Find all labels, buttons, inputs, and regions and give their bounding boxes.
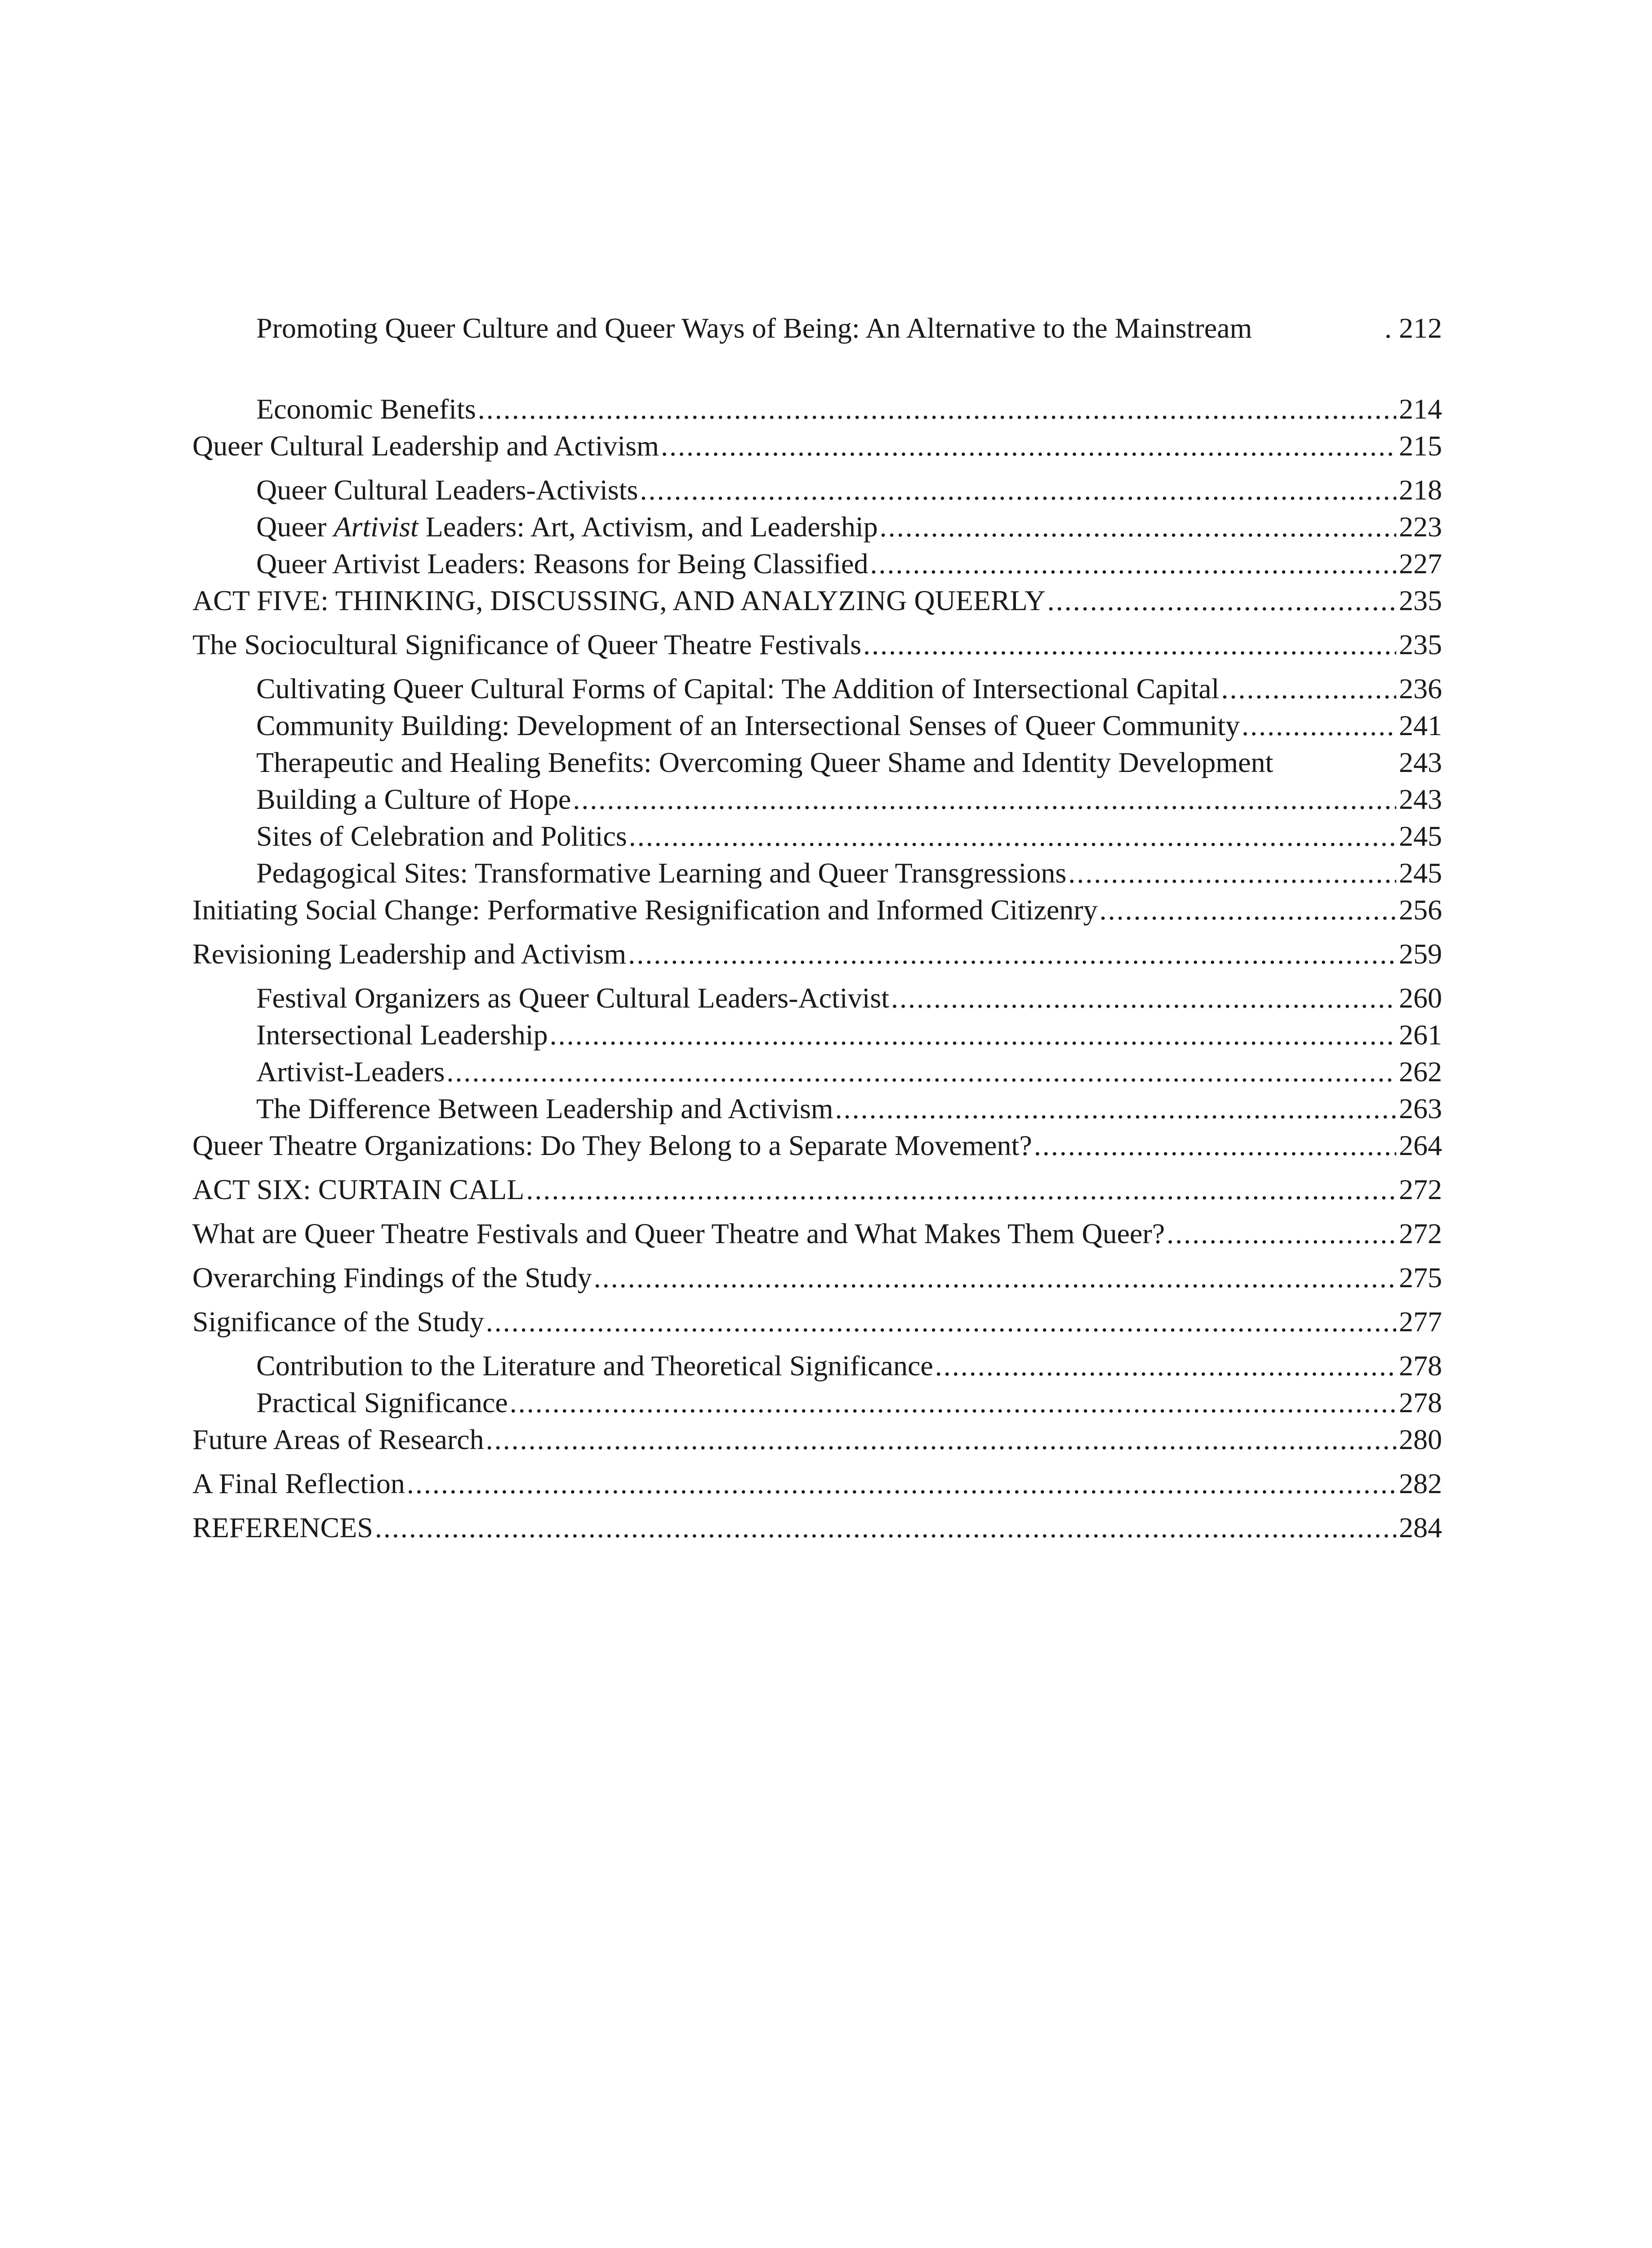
toc-entry xyxy=(256,391,1442,427)
toc-entry-page: 278 xyxy=(1399,1350,1442,1382)
toc-entry-title: A Final Reflection xyxy=(192,1467,405,1499)
toc-entry-page: 214 xyxy=(1399,393,1442,425)
toc-entry-title: The Difference Between Leadership and Activism xyxy=(256,1093,833,1124)
toc-entry-title: Initiating Social Change: Performative Resignification and Informed Citizenry xyxy=(192,894,1098,926)
toc-entry-page: 275 xyxy=(1399,1262,1442,1293)
toc-entry xyxy=(256,1017,1442,1053)
toc-entry-page: 264 xyxy=(1399,1129,1442,1161)
toc-entry-leader xyxy=(446,1054,1396,1090)
toc-entry-leader xyxy=(510,1385,1396,1421)
toc-entry-title: ACT SIX: CURTAIN CALL xyxy=(192,1173,525,1205)
toc-entry xyxy=(192,936,1442,972)
toc-entry xyxy=(192,428,1442,464)
toc-entry-page: 241 xyxy=(1399,709,1442,741)
toc-entry-leader xyxy=(1068,855,1396,891)
toc-entry xyxy=(256,310,1442,346)
toc-entry-title: Significance of the Study xyxy=(192,1306,484,1338)
toc-entry-leader xyxy=(486,1422,1396,1458)
toc-entry-title: Contribution to the Literature and Theoretical Significance xyxy=(256,1350,933,1382)
toc-entry-page: 243 xyxy=(1399,746,1442,778)
toc-entry xyxy=(256,509,1442,545)
toc-entry xyxy=(192,583,1442,619)
toc-entry xyxy=(192,1216,1442,1252)
toc-entry-title: ACT FIVE: THINKING, DISCUSSING, AND ANALYZING QUEERLY xyxy=(192,584,1046,616)
toc-entry xyxy=(256,1091,1442,1127)
toc-entry-title: Queer Theatre Organizations: Do They Belong to a Separate Movement? xyxy=(192,1129,1032,1161)
toc-entry-leader xyxy=(935,1348,1396,1384)
toc-entry-leader xyxy=(1047,583,1396,619)
toc-entry-page: 260 xyxy=(1399,982,1442,1014)
toc-entry-title: What are Queer Theatre Festivals and Queer Theatre and What Makes Them Queer? xyxy=(192,1218,1165,1249)
toc-entry-leader xyxy=(1034,1128,1396,1164)
toc-entry xyxy=(192,627,1442,663)
toc-entry-leader xyxy=(407,1466,1396,1502)
toc-entry xyxy=(256,745,1442,781)
toc-entry-page: 223 xyxy=(1399,511,1442,543)
toc-entry-leader xyxy=(550,1017,1396,1053)
toc-entry-title: Promoting Queer Culture and Queer Ways of Being: An Alternative to the Mainstream xyxy=(256,312,1252,344)
toc-entry-page: 218 xyxy=(1399,474,1442,506)
toc-entry-title: Practical Significance xyxy=(256,1387,508,1418)
toc-entry-title: Community Building: Development of an Intersectional Senses of Queer Community xyxy=(256,709,1240,741)
toc-entry-leader xyxy=(835,1091,1396,1127)
toc-entry-title: Queer Artivist Leaders: Art, Activism, and Leadership xyxy=(256,511,878,543)
toc-entry-leader xyxy=(594,1260,1396,1296)
toc-entry-page: 256 xyxy=(1399,894,1442,926)
toc-entry-page: 245 xyxy=(1399,820,1442,852)
toc-entry-page: 280 xyxy=(1399,1423,1442,1455)
toc-entry-leader xyxy=(628,936,1396,972)
toc-entry-title: The Sociocultural Significance of Queer Theatre Festivals xyxy=(192,629,862,660)
toc-entry-title: Queer Cultural Leadership and Activism xyxy=(192,430,659,462)
toc-entry-page: 235 xyxy=(1399,629,1442,660)
toc-entry-title: Festival Organizers as Queer Cultural Leaders-Activist xyxy=(256,982,890,1014)
toc-entry-page: 278 xyxy=(1399,1387,1442,1418)
toc-entry-page: 243 xyxy=(1399,783,1442,815)
toc-entry-leader xyxy=(526,1172,1396,1208)
toc-entry xyxy=(256,671,1442,707)
toc-entry-page: 259 xyxy=(1399,938,1442,970)
toc-entry xyxy=(192,1466,1442,1502)
toc-entry xyxy=(256,1054,1442,1090)
toc-entry-title: Pedagogical Sites: Transformative Learning and Queer Transgressions xyxy=(256,857,1067,889)
toc-entry-page: 235 xyxy=(1399,584,1442,616)
toc-entry-leader xyxy=(880,509,1396,545)
toc-entry-title: Queer Cultural Leaders-Activists xyxy=(256,474,638,506)
toc-entry xyxy=(256,781,1442,817)
toc-entry xyxy=(192,1172,1442,1208)
toc-entry xyxy=(192,1510,1442,1546)
toc-entry-page: 272 xyxy=(1399,1173,1442,1205)
toc-entry xyxy=(192,1422,1442,1458)
toc-entry-title: Building a Culture of Hope xyxy=(256,783,571,815)
toc-entry-leader xyxy=(478,391,1396,427)
toc-entry-leader xyxy=(661,428,1396,464)
toc-entry-leader xyxy=(870,546,1396,582)
toc-entry xyxy=(256,855,1442,891)
toc-entry-title: Sites of Celebration and Politics xyxy=(256,820,627,852)
toc-entry-page: 245 xyxy=(1399,857,1442,889)
toc-entry-leader xyxy=(1167,1216,1396,1252)
toc-entry-leader xyxy=(375,1510,1396,1546)
toc-entry-leader xyxy=(863,627,1396,663)
toc-entry-title: Future Areas of Research xyxy=(192,1423,484,1455)
toc-entry-page: 282 xyxy=(1399,1467,1442,1499)
toc-entry-page: 263 xyxy=(1399,1093,1442,1124)
toc-entry xyxy=(256,1348,1442,1384)
toc-entry-leader xyxy=(486,1304,1396,1340)
toc-entry-leader xyxy=(1242,708,1396,744)
toc-entry-title: REFERENCES xyxy=(192,1512,373,1543)
toc-entry-page: 277 xyxy=(1399,1306,1442,1338)
toc-entry-leader xyxy=(891,980,1396,1016)
toc-entry-page: 215 xyxy=(1399,430,1442,462)
toc-entry-page: 261 xyxy=(1399,1019,1442,1051)
toc-entry-page: 284 xyxy=(1399,1512,1442,1543)
toc-entry xyxy=(192,892,1442,928)
toc-entry-title: Intersectional Leadership xyxy=(256,1019,548,1051)
toc-entry-leader xyxy=(1221,671,1396,707)
toc-entry-leader xyxy=(1100,892,1396,928)
toc-entry-page: 236 xyxy=(1399,673,1442,705)
toc-entry xyxy=(256,818,1442,854)
toc-entry-leader xyxy=(629,818,1396,854)
toc-entry xyxy=(192,1260,1442,1296)
toc-entry xyxy=(256,472,1442,508)
toc-entry xyxy=(256,980,1442,1016)
toc-entry-title: Economic Benefits xyxy=(256,393,476,425)
toc-entry xyxy=(256,1385,1442,1421)
toc-entry xyxy=(192,1128,1442,1164)
toc-entry-title: Revisioning Leadership and Activism xyxy=(192,938,627,970)
toc-entry-title: Therapeutic and Healing Benefits: Overcoming Queer Shame and Identity Development xyxy=(256,746,1274,778)
toc-entry-title: Queer Artivist Leaders: Reasons for Being Classified xyxy=(256,548,868,580)
toc-entry xyxy=(256,708,1442,744)
toc-entry-page: . 212 xyxy=(1385,312,1442,344)
toc-entry-title: Overarching Findings of the Study xyxy=(192,1262,592,1293)
toc-entry-leader xyxy=(640,472,1397,508)
toc-entry-title: Cultivating Queer Cultural Forms of Capital: The Addition of Intersectional Capital xyxy=(256,673,1220,705)
toc-entry xyxy=(256,546,1442,582)
toc-entry-page: 262 xyxy=(1399,1056,1442,1088)
toc-entry-title: Artivist-Leaders xyxy=(256,1056,445,1088)
toc-entry-page: 227 xyxy=(1399,548,1442,580)
toc-entry xyxy=(192,1304,1442,1340)
toc-entry-page: 272 xyxy=(1399,1218,1442,1249)
toc-entry-leader xyxy=(573,781,1396,817)
